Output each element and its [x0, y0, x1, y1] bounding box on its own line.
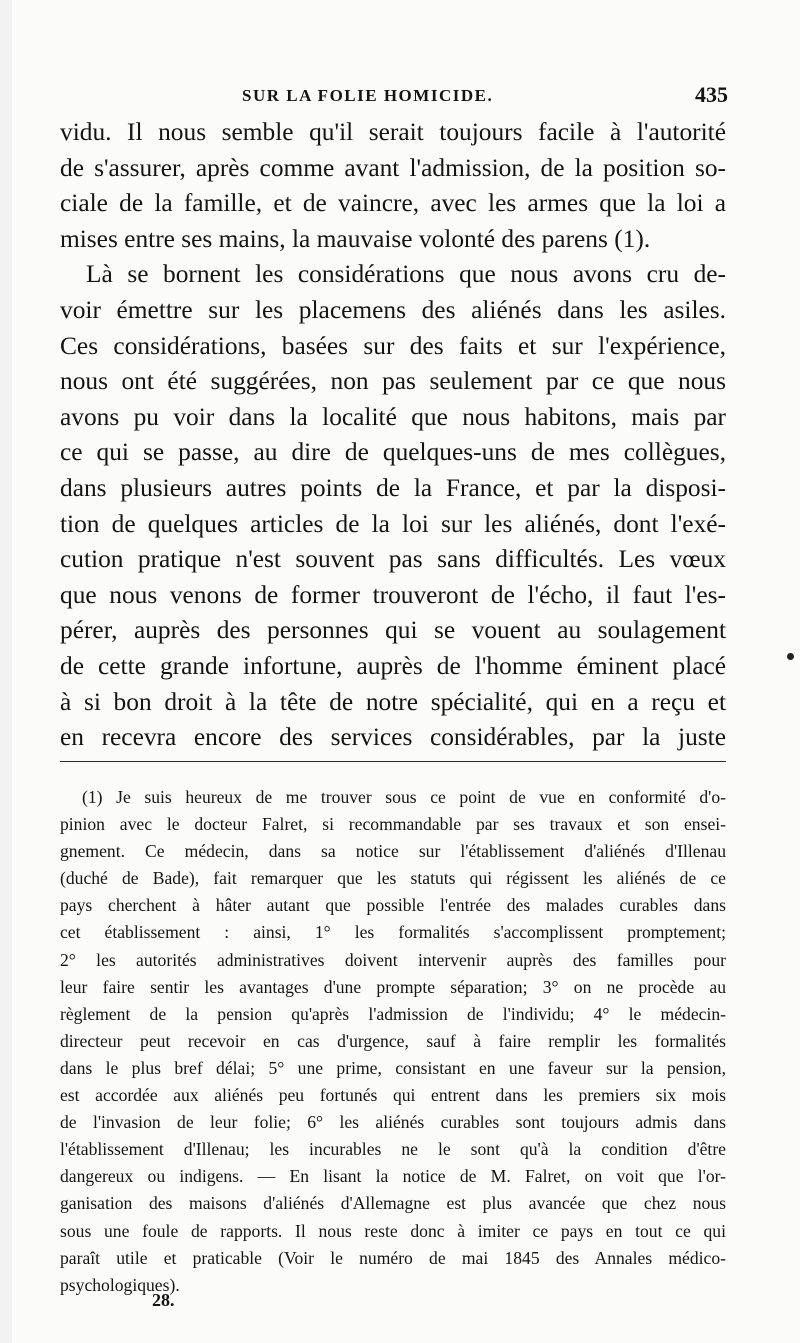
- body-line: de cette grande infortune, auprès de l'homme éminent placé: [60, 651, 726, 680]
- body-line: ciale de la famille, et de vaincre, avec les armes que la loi a: [60, 189, 726, 218]
- body-line: pérer, auprès des personnes qui se vouent au soulagement: [60, 616, 726, 645]
- footnote-line: l'établissement d'Illenau; les incurables ne le sont qu'à la condition d'être: [60, 1139, 726, 1160]
- page-header: [52, 82, 728, 114]
- footnote-line: psychologiques).: [60, 1274, 180, 1295]
- running-title: SUR LA FOLIE HOMICIDE.: [242, 86, 494, 105]
- footnote-line: dangereux ou indigens. — En lisant la notice de M. Falret, on voit que l'or-: [60, 1166, 726, 1187]
- footnote-line: règlement de la pension qu'après l'admission de l'individu; 4° le médecin-: [60, 1003, 726, 1024]
- footnote-line: cet établissement : ainsi, 1° les formalités s'accomplissent promptement;: [60, 922, 726, 943]
- footnote-line: 2° les autorités administratives doivent intervenir auprès des familles pour: [60, 949, 726, 970]
- footnote-line: ganisation des maisons d'aliénés d'Allemagne est plus avancée que chez nous: [60, 1193, 726, 1214]
- body-line: à si bon droit à la tête de notre spécialité, qui en a reçu et: [60, 687, 726, 716]
- body-line: cution pratique n'est souvent pas sans difficultés. Les vœux: [60, 545, 726, 574]
- body-line: voir émettre sur les placemens des aliénés dans les asiles.: [60, 295, 726, 324]
- footnote-line: (duché de Bade), fait remarquer que les statuts qui régissent les aliénés de ce: [60, 868, 726, 889]
- page-number: 435: [695, 82, 728, 107]
- footnote-line: paraît utile et praticable (Voir le numéro de mai 1845 des Annales médico-: [60, 1247, 726, 1268]
- body-line: vidu. Il nous semble qu'il serait toujours facile à l'autorité: [60, 118, 726, 146]
- body-line: en recevra encore des services considérables, par la juste: [60, 723, 726, 752]
- body-text: [60, 115, 726, 756]
- footnote-line: (1) Je suis heureux de me trouver sous ce point de vue en conformité d'o-: [82, 787, 726, 807]
- footnote-line: leur faire sentir les avantages d'une prompte séparation; 3° on ne procède au: [60, 976, 726, 997]
- footnote-line: directeur peut recevoir en cas d'urgence, sauf à faire remplir les formalités: [60, 1030, 726, 1051]
- footnote: [60, 784, 726, 1299]
- body-line: Ces considérations, basées sur des faits et sur l'expérience,: [60, 331, 726, 360]
- body-line: tion de quelques articles de la loi sur les aliénés, dont l'exé-: [60, 509, 726, 538]
- body-line: que nous venons de former trouveront de l'écho, il faut l'es-: [60, 580, 726, 609]
- footnote-rule: [60, 761, 726, 762]
- body-line: de s'assurer, après comme avant l'admission, de la position so-: [60, 153, 726, 182]
- footnote-line: pays cherchent à hâter autant que possible l'entrée des malades curables dans: [60, 895, 726, 916]
- footnote-line: sous une foule de rapports. Il nous reste donc à imiter ce pays en tout ce qui: [60, 1220, 726, 1241]
- signature-mark: 28.: [152, 1290, 175, 1310]
- footnote-line: gnement. Ce médecin, dans sa notice sur l'établissement d'aliénés d'Illenau: [60, 841, 726, 862]
- body-line: mises entre ses mains, la mauvaise volonté des parens (1).: [60, 224, 651, 253]
- body-line: Là se bornent les considérations que nous avons cru de-: [86, 260, 726, 289]
- body-line: ce qui se passe, au dire de quelques-uns de mes collègues,: [60, 438, 726, 467]
- ink-speck: [787, 653, 794, 660]
- body-line: nous ont été suggérées, non pas seulement par ce que nous: [60, 367, 726, 396]
- footnote-line: de l'invasion de leur folie; 6° les aliénés curables sont toujours admis dans: [60, 1112, 726, 1133]
- footnote-line: dans le plus bref délai; 5° une prime, consistant en une faveur sur la pension,: [60, 1057, 726, 1078]
- footnote-line: pinion avec le docteur Falret, si recommandable par ses travaux et son ensei-: [60, 814, 726, 835]
- body-line: avons pu voir dans la localité que nous habitons, mais par: [60, 402, 726, 431]
- footnote-line: est accordée aux aliénés peu fortunés qui entrent dans les premiers six mois: [60, 1085, 726, 1106]
- body-line: dans plusieurs autres points de la France, et par la disposi-: [60, 473, 726, 502]
